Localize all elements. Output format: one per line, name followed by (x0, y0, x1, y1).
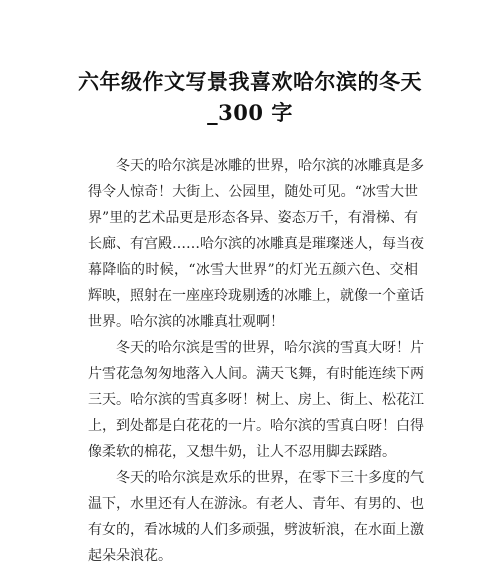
text-line: 片雪花急匆匆地落入人间。满天飞舞，有时能连续下两 (88, 366, 424, 382)
text-line: 界”里的艺术品更是形态各异、姿态万千，有滑梯、有 (88, 210, 418, 226)
text-line: 长廊、有宫殿……哈尔滨的冰雕真是璀璨迷人，每当夜 (88, 236, 424, 252)
paragraph-3 (88, 465, 424, 569)
text-line: 三天。哈尔滨的雪真多呀！树上、房上、街上、松花江 (88, 392, 424, 408)
document-title (60, 66, 440, 128)
text-line: 像柔软的棉花，又想牛奶，让人不忍用脚去踩踏。 (88, 444, 396, 460)
text-line: 得令人惊奇！大街上、公园里，随处可见。“冰雪大世 (88, 184, 418, 200)
paragraph-1 (88, 153, 424, 335)
paragraph-2 (88, 335, 424, 465)
text-line: 冬天的哈尔滨是欢乐的世界，在零下三十多度的气 (116, 470, 424, 486)
text-line: 冬天的哈尔滨是冰雕的世界，哈尔滨的冰雕真是多 (116, 158, 424, 174)
text-line: 世界。哈尔滨的冰雕真壮观啊！ (88, 314, 284, 330)
title-line-2: _300 字 (207, 100, 293, 125)
text-line: 上，到处都是白花花的一片。哈尔滨的雪真白呀！白得 (88, 418, 424, 434)
text-line: 辉映，照射在一座座玲珑剔透的冰雕上，就像一个童话 (88, 288, 424, 304)
text-line: 幕降临的时候，“冰雪大世界”的灯光五颜六色、交相 (88, 262, 418, 278)
text-line: 有女的，看冰城的人们多顽强，劈波斩浪，在水面上激 (88, 522, 424, 538)
essay-body (88, 153, 424, 569)
text-line: 起朵朵浪花。 (88, 548, 172, 564)
title-line-1: 六年级作文写景我喜欢哈尔滨的冬天 (78, 69, 422, 94)
text-line: 温下，水里还有人在游泳。有老人、青年、有男的、也 (88, 496, 424, 512)
text-line: 冬天的哈尔滨是雪的世界，哈尔滨的雪真大呀！片 (116, 340, 424, 356)
